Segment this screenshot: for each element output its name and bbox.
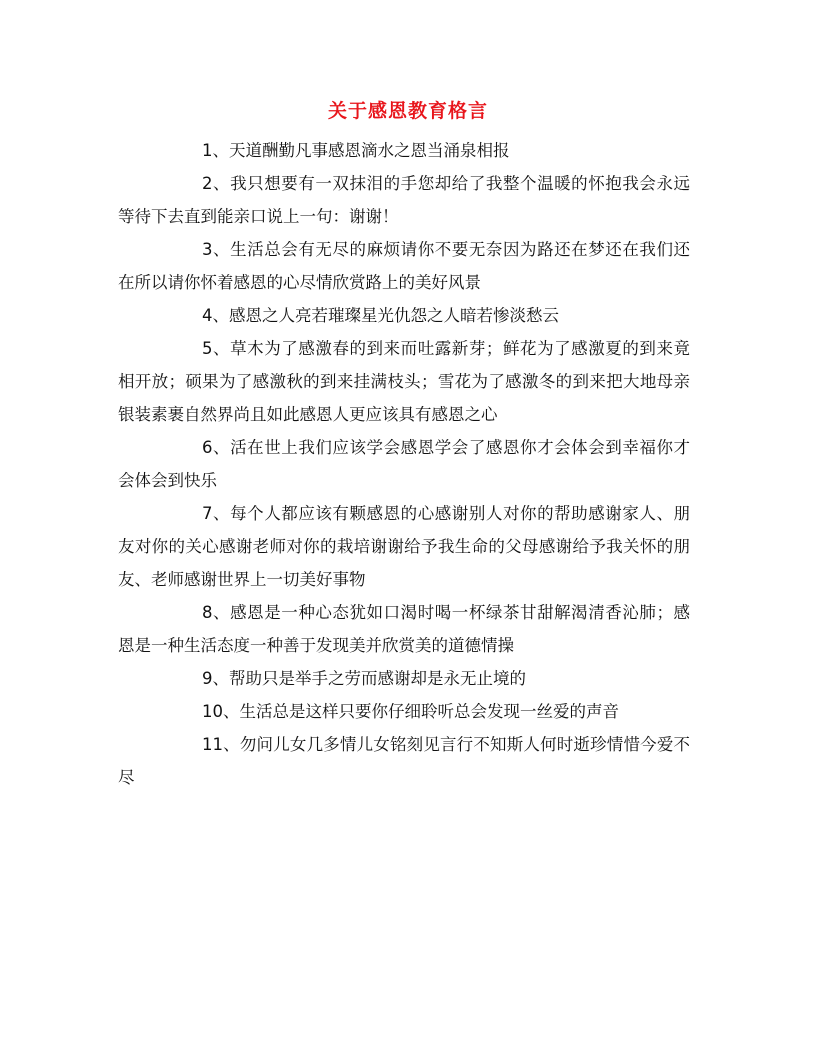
quote-paragraph-5: 5、草木为了感激春的到来而吐露新芽；鲜花为了感激夏的到来竟相开放；硕果为了感激秋的到来挂满枝头；雪花为了感激冬的到来把大地母亲银装素裹自然界尚且如此感恩人更应该具有感恩之心 (118, 339, 690, 424)
quote-paragraph-1: 1、天道酬勤凡事感恩滴水之恩当涌泉相报 (202, 141, 510, 160)
quote-paragraph-9: 9、帮助只是举手之劳而感谢却是永无止境的 (202, 669, 526, 688)
quote-paragraph-10: 10、生活总是这样只要你仔细聆听总会发现一丝爱的声音 (202, 702, 619, 721)
quote-paragraph-2: 2、我只想要有一双抹泪的手您却给了我整个温暖的怀抱我会永远等待下去直到能亲口说上一句：谢谢！ (118, 174, 690, 226)
quote-paragraph-4: 4、感恩之人亮若璀璨星光仇怨之人暗若惨淡愁云 (202, 306, 559, 325)
quote-paragraph-8: 8、感恩是一种心态犹如口渴时喝一杯绿茶甘甜解渴清香沁肺；感恩是一种生活态度一种善于发现美并欣赏美的道德情操 (118, 603, 690, 655)
document-title: 关于感恩教育格言 (327, 100, 488, 122)
quote-paragraph-7: 7、每个人都应该有颗感恩的心感谢别人对你的帮助感谢家人、朋友对你的关心感谢老师对你的栽培谢谢给予我生命的父母感谢给予我关怀的朋友、老师感谢世界上一切美好事物 (118, 504, 690, 589)
quote-paragraph-6: 6、活在世上我们应该学会感恩学会了感恩你才会体会到幸福你才会体会到快乐 (118, 438, 690, 490)
quote-paragraph-3: 3、生活总会有无尽的麻烦请你不要无奈因为路还在梦还在我们还在所以请你怀着感恩的心尽情欣赏路上的美好风景 (118, 240, 690, 292)
quote-paragraph-11: 11、勿问儿女几多情儿女铭刻见言行不知斯人何时逝珍情惜今爱不尽 (118, 735, 690, 787)
document-body (118, 134, 690, 794)
